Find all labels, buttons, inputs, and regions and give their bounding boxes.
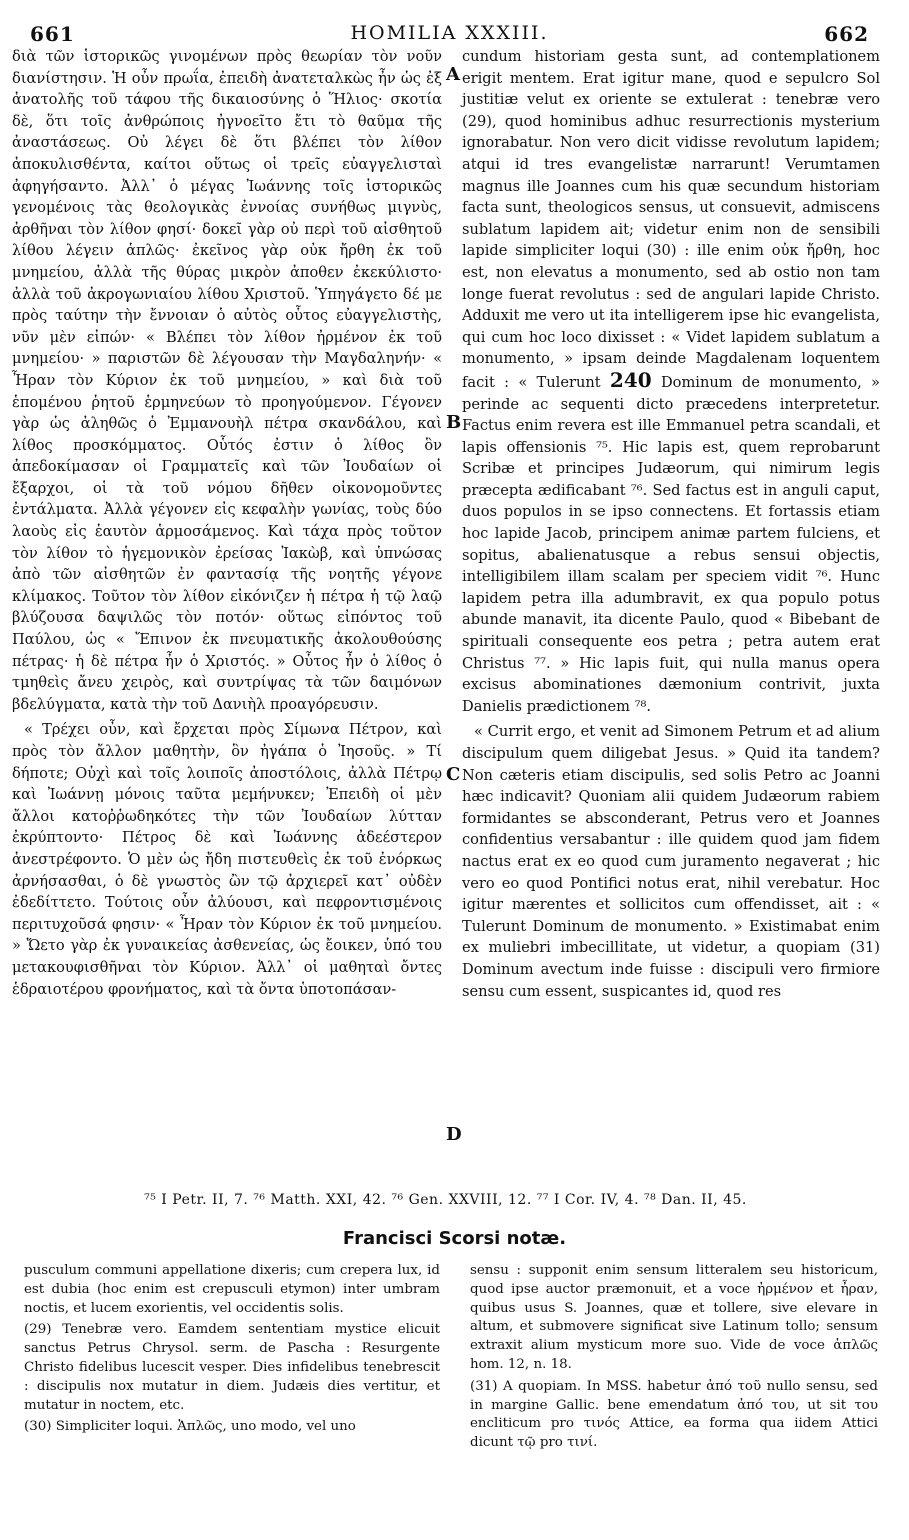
section-marker-b: B: [446, 412, 462, 433]
greek-column: [12, 46, 442, 1000]
latin-paragraph: [462, 46, 880, 717]
latin-text: Dominum de monumento, » perinde ac sequenti dicto præcedens interpretetur. Factus enim revera est ille Emmanuel petra scandali, et lapis offensionis ⁷⁵. Hic lapis est, quem reprobarunt Scribæ et principes Judæorum, qui nimirum legis præcepta ædificabant ⁷⁶. Sed factus est in anguli caput, duos populos in se ipso connectens. Et fortassis etiam hoc lapide Jacob, principem animæ partem fulciens, et sopitus, abalienatusque a rebus sensui objectis, intelligibilem illam scalam per speciem vidit ⁷⁶. Hunc lapidem petra illa adumbravit, ex qua populo potus abunde manavit, ita dicente Paulo, quod « Bibebant de spirituali consequente eos petra ; petra autem erat Christus ⁷⁷. » Hic lapis fuit, qui nulla manus opera excisus abominationes dæmonium contrivit, juxta Danielis prædictionem ⁷⁸.: [462, 373, 880, 715]
notes-left-column: [24, 1262, 440, 1440]
note-paragraph: (29) Tenebræ vero. Eamdem sententiam mystice elicuit sanctus Petrus Chrysol. serm. de Pascha : Resurgente Christo fidelibus lucescit vesper. Dies infidelibus tenebrescit : discipulis nox mutatur in diem. Judæis dies vertitur, et mutatur in noctem, etc.: [24, 1322, 440, 1413]
note-paragraph: pusculum communi appellatione dixeris; cum crepera lux, id est dubia (hoc enim est crepusculi etymon) inter umbram noctis, et lucem exorientis, vel occidentis solis.: [24, 1263, 440, 1316]
notes-title: Francisci Scorsi notæ.: [342, 1228, 567, 1249]
page-number-left: 661: [30, 22, 75, 46]
page-number-right: 662: [824, 22, 869, 46]
greek-paragraph: διὰ τῶν ἱστορικῶς γινομένων πρὸς θεωρίαν τὸν νοῦν διανίστησιν. Ἡ οὖν πρωΐα, ἐπειδὴ ἀνατεταλκὼς ἦν ὡς ἐξ ἀνατολῆς τοῦ τάφου τῆς δικαιοσύνης ὁ Ἥλιος· σκοτία δὲ, ὅτι τοῖς ἀνθρώποις ἠγνοεῖτο ἔτι τὸ θαῦμα τῆς ἀναστάσεως. Οὐ λέγει δὲ ὅτι βλέπει τὸν λίθον ἀποκυλισθέντα, καίτοι οὕτως οἱ τρεῖς εὐαγγελισταὶ ἀφηγήσαντο. Ἀλλ᾽ ὁ μέγας Ἰωάννης τοῖς ἱστορικῶς γενομένοις τὰς θεολογικὰς ἐννοίας συνήθως μιγνὺς, ἀρθῆναι τὸν λίθον φησί· δοκεῖ γὰρ οὐ περὶ τοῦ αἰσθητοῦ λίθου λέγειν ἁπλῶς· ἐκεῖνος γὰρ οὐκ ἤρθη ἐκ τοῦ μνημείου, ἀλλὰ τῆς θύρας μικρὸν ἀποθεν ἐκεκύλιστο· ἀλλὰ τοῦ ἀκρογωνιαίου λίθου Χριστοῦ. Ὑπηγάγετο δέ με πρὸς ταύτην τὴν ἔννοιαν ὁ αὐτὸς οὗτος εὐαγγελιστὴς, νῦν μὲν εἰπών· « Βλέπει τὸν λίθον ἠρμένον ἐκ τοῦ μνημείου· » παριστῶν δὲ λέγουσαν τὴν Μαγδαληνήν· « Ἦραν τὸν Κύριον ἐκ τοῦ μνημείου, » καὶ διὰ τοῦ ἑπομένου ῥητοῦ ἑρμηνεύων τὸ προηγούμενον. Γέγονεν γὰρ ὡς ἀληθῶς ὁ Ἐμμανουὴλ πέτρα σκανδάλου, καὶ λίθος προσκόμματος. Οὗτός ἐστιν ὁ λίθος ὃν ἀπεδοκίμασαν οἱ Γραμματεῖς καὶ τῶν Ἰουδαίων οἱ ἔξαρχοι, οἱ τὰ τοῦ νόμου δῆθεν οἰκονομοῦντες ἐντάλματα. Ἀλλὰ γέγονεν εἰς κεφαλὴν γωνίας, τοὺς δύο λαοὺς εἰς ἑαυτὸν ἁρμοσάμενος. Καὶ τάχα πρὸς τοῦτον τὸν λίθον τὸ ἡγεμονικὸν ἐρείσας Ἰακὼβ, καὶ ὑπνώσας ἀπὸ τῶν αἰσθητῶν ἐν φαντασίᾳ τῆς νοητῆς γέγονε κλίμακος. Τοῦτον τὸν λίθον εἰκόνιζεν ἡ πέτρα ἡ τῷ λαῷ βλύζουσα δαψιλῶς τὸν ποτόν· οὕτως εἰπόντος τοῦ Παύλου, ὡς « Ἔπινον ἐκ πνευματικῆς ἀκολουθούσης πέτρας· ἡ δὲ πέτρα ἦν ὁ Χριστός. » Οὗτος ἦν ὁ λίθος ὁ τμηθεὶς ἄνευ χειρὸς, καὶ συντρίψας τὰ τῶν δαιμόνων βδελύγματα, κατὰ τὴν τοῦ Δανιὴλ προαγόρευσιν.: [12, 48, 442, 713]
running-title: HOMILIA XXXIII.: [350, 22, 549, 44]
scripture-references: ⁷⁵ I Petr. II, 7. ⁷⁶ Matth. XXI, 42. ⁷⁶ Gen. XXVIII, 12. ⁷⁷ I Cor. IV, 4. ⁷⁸ Dan. II, 45.: [144, 1192, 747, 1208]
latin-paragraph: « Currit ergo, et venit ad Simonem Petrum et ad alium discipulum quem diligebat Jesus. » Quid ita tandem? Non cæteris etiam discipulis, sed solis Petro ac Joanni hæc indicavit? Quoniam alii quidem Judæorum rabiem formidantes se absconderant, Petrus vero et Joannes confidentius versabantur : ille quidem quod jam fidem nactus erat ex eo quod cum juramento negaverat ; hic vero eo quod Pontifici notus erat, nihil verebatur. Hoc igitur mærentes et sollicitos cum offendisset, ait : « Tulerunt Dominum de monumento. » Existimabat enim ex muliebri imbecillitate, ut videtur, a quopiam (31) Dominum avectum inde fuisse : discipuli vero firmiore sensu cum essent, suspicantes id, quod res: [462, 723, 880, 1000]
section-marker-a: A: [446, 64, 460, 85]
note-paragraph: (31) A quopiam. In MSS. habetur ἀπό τοῦ nullo sensu, sed in margine Gallic. bene emendatum ἀπό του, ut sit του encliticum pro τινός Attice, ea forma qua iidem Attici dicunt τῷ pro τινί.: [470, 1378, 878, 1451]
latin-column: [462, 46, 880, 1002]
latin-text: cundum historiam gesta sunt, ad contemplationem erigit mentem. Erat igitur mane, quod e sepulcro Sol justitiæ velut ex oriente se extulerat : tenebræ vero (29), quod hominibus adhuc resurrectionis mysterium ignorabatur. Non vero dicit vidisse revolutum lapidem; atqui id tres evangelistæ narrarunt! Verumtamen magnus ille Joannes cum his quæ secundum historiam facta sunt, theologicos sensus, ut consuevit, admiscens sublatum lapidem ait; videtur enim non de sensibili lapide simpliciter loqui (30) : ille enim οὐκ ἤρθη, hoc est, non elevatus a monumento, sed ab ostio non tam longe fuerat revolutus : sed de angulari lapide Christo. Adduxit me vero ut ita intelligerem ipse hic evangelista, qui cum hoc loco dixisset : « Videt lapidem sublatum a monumento, » ipsam deinde Magdalenam loquentem facit : « Tulerunt: [462, 48, 880, 391]
section-marker-c: C: [446, 764, 461, 785]
section-marker-d: D: [446, 1124, 462, 1145]
note-paragraph: sensu : supponit enim sensum litteralem seu historicum, quod ipse auctor præmonuit, et a voce ἠρμένον et ἦραν, quibus usus S. Joannes, quæ et tollere, sive elevare in altum, et submovere significat sive Latinum tollo; sensum extraxit alium mysticum more suo. Vide de voce ἁπλῶς hom. 12, n. 18.: [470, 1263, 878, 1372]
notes-right-column: [470, 1262, 878, 1456]
greek-paragraph: « Τρέχει οὖν, καὶ ἔρχεται πρὸς Σίμωνα Πέτρον, καὶ πρὸς τὸν ἄλλον μαθητὴν, ὃν ἠγάπα ὁ Ἰησοῦς. » Τί δήποτε; Οὐχὶ καὶ τοῖς λοιποῖς ἀποστόλοις, ἀλλὰ Πέτρῳ καὶ Ἰωάννῃ μόνοις ταῦτα μεμήνυκεν; Ἐπειδὴ οἱ μὲν ἄλλοι κατοῤῥωδηκότες τὴν τῶν Ἰουδαίων λύτταν ἐκρύπτοντο· Πέτρος δὲ καὶ Ἰωάννης ἀδεέστερον ἀνεστρέφοντο. Ὁ μὲν ὡς ἤδη πιστευθεὶς ἐκ τοῦ ἐνόρκως ἀρνήσασθαι, ὁ δὲ γνωστὸς ὢν τῷ ἀρχιερεῖ κατ᾽ οὐδὲν ἐδεδίττετο. Τούτοις οὖν ἀλύουσι, καὶ πεφροντισμένοις περιτυχοῦσά φησιν· « Ἦραν τὸν Κύριον ἐκ τοῦ μνημείου. » Ὤετο γὰρ ἐκ γυναικείας ἀσθενείας, ὡς ἔοικεν, ὑπό του μετακουφισθῆναι τὸν Κύριον. Ἀλλ᾽ οἱ μαθηταὶ ὄντες ἑδραιοτέρου φρονήματος, καὶ τὰ ὄντα ὑποτοπάσαν-: [12, 721, 442, 998]
column-number: 240: [609, 367, 652, 392]
note-paragraph: (30) Simpliciter loqui. Ἁπλῶς, uno modo, vel uno: [24, 1419, 356, 1435]
